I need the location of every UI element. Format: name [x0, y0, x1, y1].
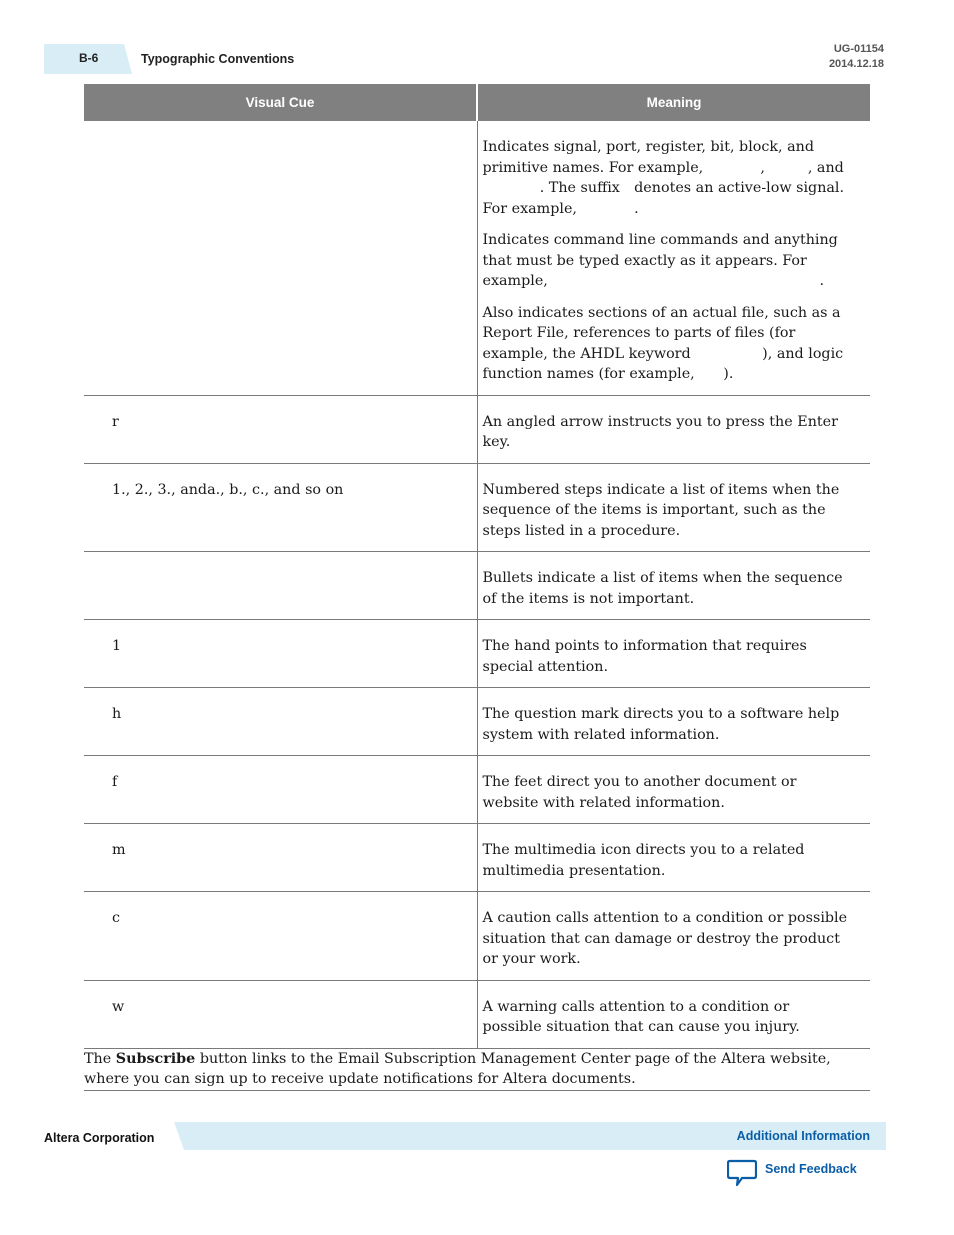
table-row — [84, 395, 870, 463]
page-number: B-6 — [79, 51, 99, 65]
table-note-row — [84, 1048, 870, 1090]
meaning-paragraph: A caution calls attention to a condition or possible situation that can damage or destroy the product or your work. — [482, 910, 848, 967]
note-suffix: button links to the Email Subscription Management Center page of the Altera website, where you can sign up to receive update notifications for Altera documents. — [84, 1050, 831, 1087]
meaning-cell — [477, 756, 870, 824]
column-header-visual-cue: Visual Cue — [84, 84, 477, 121]
additional-information-link[interactable]: Additional Information — [736, 1129, 870, 1143]
table-header-row — [84, 84, 870, 121]
subscribe-keyword: Subscribe — [115, 1050, 196, 1067]
note-prefix: The — [84, 1050, 116, 1067]
meaning-cell — [477, 463, 870, 552]
meaning-cell — [477, 552, 870, 620]
meaning-paragraph: A warning calls attention to a condition or possible situation that can cause you injury. — [482, 998, 800, 1035]
meaning-paragraph: Also indicates sections of an actual file, such as a Report File, references to parts of files (for example, the AHDL keyword ), and logic function names (for example, ). — [482, 304, 844, 382]
meaning-paragraph: The question mark directs you to a software help system with related information. — [482, 706, 840, 743]
visual-cue-cell — [84, 121, 477, 395]
table-row — [84, 620, 870, 688]
meaning-paragraph: Indicates signal, port, register, bit, block, and primitive names. For example, , , and . The suffix denotes an active-low signal. For example, . — [482, 139, 845, 217]
meaning-cell — [477, 620, 870, 688]
visual-cue-cell: 1., 2., 3., anda., b., c., and so on — [84, 463, 477, 552]
table-row — [84, 688, 870, 756]
visual-cue-cell: r — [84, 395, 477, 463]
meaning-paragraph: Indicates command line commands and anything that must be typed exactly as it appears. For example, . — [482, 232, 838, 289]
visual-cue-cell: m — [84, 824, 477, 892]
meaning-cell — [477, 688, 870, 756]
table-row — [84, 824, 870, 892]
meaning-cell — [477, 980, 870, 1048]
meaning-cell — [477, 824, 870, 892]
table-row — [84, 892, 870, 981]
speech-bubble-icon[interactable] — [727, 1159, 757, 1187]
table-row — [84, 552, 870, 620]
table-row — [84, 756, 870, 824]
meaning-cell — [477, 395, 870, 463]
meaning-paragraph: Bullets indicate a list of items when the sequence of the items is not important. — [482, 570, 843, 607]
visual-cue-cell — [84, 552, 477, 620]
visual-cue-cell: f — [84, 756, 477, 824]
visual-cue-cell: 1 — [84, 620, 477, 688]
meaning-paragraph: An angled arrow instructs you to press the Enter key. — [482, 413, 838, 450]
conventions-table — [84, 84, 870, 1091]
meaning-paragraph: The multimedia icon directs you to a related multimedia presentation. — [482, 842, 805, 879]
meaning-paragraph: Numbered steps indicate a list of items when the sequence of the items is important, such as the steps listed in a procedure. — [482, 481, 840, 539]
send-feedback-link[interactable]: Send Feedback — [765, 1162, 857, 1176]
table-row — [84, 980, 870, 1048]
visual-cue-cell: h — [84, 688, 477, 756]
footer-company: Altera Corporation — [44, 1131, 155, 1145]
doc-date: 2014.12.18 — [828, 58, 884, 70]
subscribe-note — [84, 1048, 870, 1090]
meaning-cell — [477, 121, 870, 395]
meaning-paragraph: The hand points to information that requires special attention. — [482, 638, 807, 675]
section-title: Typographic Conventions — [141, 52, 295, 66]
doc-id: UG-01154 — [833, 43, 884, 55]
table-row — [84, 463, 870, 552]
visual-cue-cell: c — [84, 892, 477, 981]
table-row — [84, 121, 870, 395]
column-header-meaning: Meaning — [477, 84, 870, 121]
visual-cue-cell: w — [84, 980, 477, 1048]
meaning-paragraph: The feet direct you to another document or website with related information. — [482, 774, 797, 811]
meaning-cell — [477, 892, 870, 981]
